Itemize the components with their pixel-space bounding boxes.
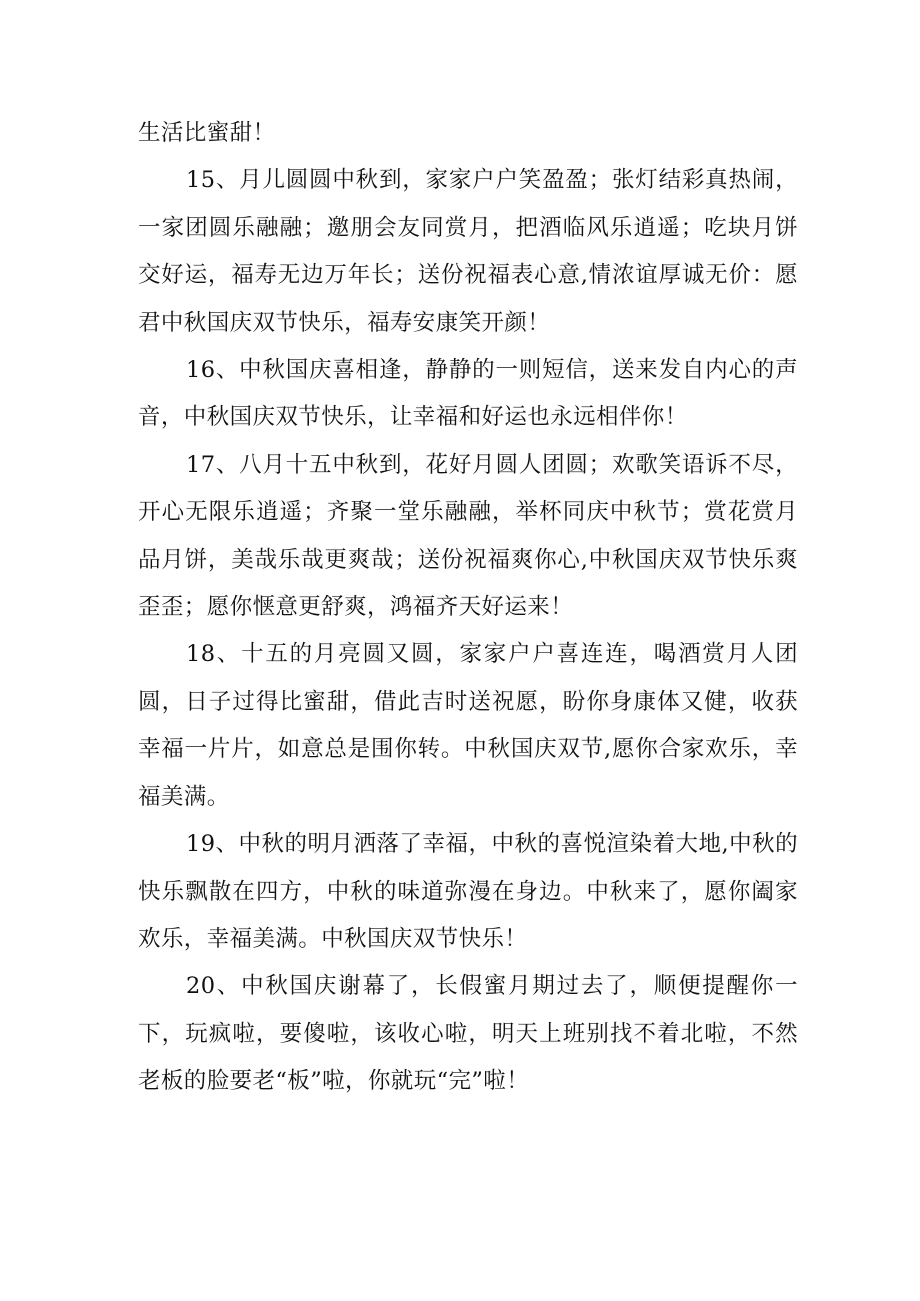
document-body — [138, 110, 798, 1106]
paragraph-16: 16、中秋国庆喜相逢，静静的一则短信，送来发自内心的声音，中秋国庆双节快乐，让幸福和好运也永远相伴你！ — [138, 357, 798, 431]
paragraph-19: 19、中秋的明月洒落了幸福，中秋的喜悦渲染着大地,中秋的快乐飘散在四方，中秋的味道弥漫在身边。中秋来了，愿你阖家欢乐，幸福美满。中秋国庆双节快乐！ — [138, 831, 798, 952]
paragraph-20: 20、中秋国庆谢幕了，长假蜜月期过去了，顺便提醒你一下，玩疯啦，要傻啦，该收心啦，明天上班别找不着北啦，不然老板的脸要老“板”啦，你就玩“完”啦！ — [138, 973, 798, 1095]
paragraph-15: 15、月儿圆圆中秋到，家家户户笑盈盈；张灯结彩真热闹，一家团圆乐融融；邀朋会友同赏月，把酒临风乐逍遥；吃块月饼交好运，福寿无边万年长；送份祝福表心意,情浓谊厚诚无价：愿君中秋国庆双节快乐，福寿安康笑开颜！ — [138, 167, 798, 336]
paragraph-17: 17、八月十五中秋到，花好月圆人团圆；欢歌笑语诉不尽，开心无限乐逍遥；齐聚一堂乐融融，举杯同庆中秋节；赏花赏月品月饼，美哉乐哉更爽哉；送份祝福爽你心,中秋国庆双节快乐爽歪歪；愿你惬意更舒爽，鸿福齐天好运来！ — [138, 451, 798, 621]
paragraph-18: 18、十五的月亮圆又圆，家家户户喜连连，喝酒赏月人团圆，日子过得比蜜甜，借此吉时送祝愿，盼你身康体又健，收获幸福一片片，如意总是围你转。中秋国庆双节,愿你合家欢乐，幸福美满。 — [138, 641, 798, 810]
paragraph-continued: 生活比蜜甜！ — [138, 120, 276, 146]
